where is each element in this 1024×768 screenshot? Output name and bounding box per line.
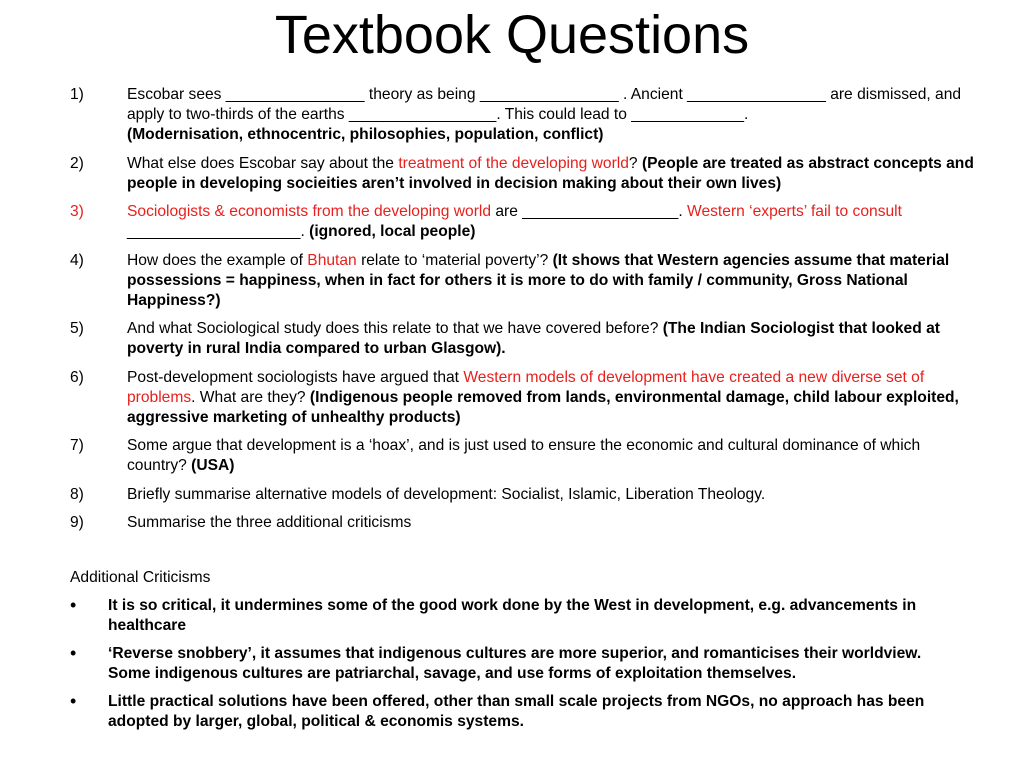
question-prompt: Summarise the three additional criticisms [127,514,412,531]
question-item [70,436,975,476]
question-number: 8) [70,485,84,503]
question-number: 4) [70,251,84,269]
question-list [70,85,975,542]
answer-text: (Indigenous people removed from lands, environmental damage, child labour exploited, aggressive marketing of unhealthy products) [127,388,959,426]
question-prompt: ____________________. [127,223,310,240]
question-item [70,368,975,428]
question-item [70,319,975,359]
criticism-item [70,644,960,684]
question-text [127,154,975,194]
question-item [70,85,975,145]
question-prompt: Escobar sees ________________ theory as being ________________ . Ancient ________________ are dismissed, and apply to two-thirds of the earths _________________. This could lead to _____________. [127,86,962,123]
answer-text: (ignored, local people) [309,223,476,240]
question-item [70,251,975,311]
question-prompt: Some argue that development is a ‘hoax’, and is just used to ensure the economic and cultural dominance of which country? [127,437,921,474]
answer-text: (USA) [191,457,235,474]
question-number: 5) [70,320,84,337]
question-prompt: . What are they? [191,388,310,406]
highlighted-phrase: Bhutan [307,251,357,269]
highlighted-phrase: Sociologists & economists from the developing world [127,203,492,220]
additional-criticisms-heading: Additional Criticisms [70,569,211,586]
question-prompt: are __________________. [491,203,688,220]
criticism-text: ‘Reverse snobbery’, it assumes that indigenous cultures are more superior, and romanticises their worldview. Some indigenous cultures are patriarchal, savage, and use forms of exploitation themselves. [108,645,922,682]
answer-text: (People are treated as abstract concepts and people in developing socieities aren’t involved in decision making about their own lives) [127,154,974,192]
page-title: Textbook Questions [274,5,750,65]
question-prompt: ? [628,154,642,172]
highlighted-phrase: Western ‘experts’ fail to consult [687,203,902,220]
answer-text: (Modernisation, ethnocentric, philosophies, population, conflict) [127,126,604,143]
criticism-item [70,596,960,636]
question-text [127,436,975,476]
question-item [70,485,975,505]
bullet-icon: • [70,643,77,663]
question-prompt: relate to ‘material poverty’? [356,251,553,269]
question-prompt: What else does Escobar say about the [127,154,399,172]
highlighted-phrase: Western models of development have created a new diverse set of problems [127,368,925,406]
question-number: 6) [70,368,84,386]
criticisms-list [70,596,960,740]
question-text [127,513,975,533]
question-prompt: Briefly summarise alternative models of development: Socialist, Islamic, Liberation Theology. [127,485,766,503]
question-item [70,513,975,533]
question-text [127,368,975,428]
answer-text: (It shows that Western agencies assume that material possessions = happiness, when in fact for others it is more to do with family / community, Gross National Happiness?) [127,251,950,309]
criticism-text: It is so critical, it undermines some of the good work done by the West in development, e.g. advancements in healthcare [108,597,917,634]
question-item [70,154,975,194]
question-text [127,485,975,505]
question-number: 2) [70,154,84,172]
question-text [127,251,975,311]
highlighted-phrase: treatment of the developing world [398,154,629,172]
question-text [127,85,975,145]
question-number: 7) [70,437,84,454]
question-prompt: And what Sociological study does this relate to that we have covered before? [127,320,663,337]
question-prompt: Post-development sociologists have argued that [127,368,464,386]
question-text [127,319,975,359]
criticism-item [70,692,960,732]
question-prompt: How does the example of [127,251,308,269]
bullet-icon: • [70,691,77,711]
answer-text: (The Indian Sociologist that looked at poverty in rural India compared to urban Glasgow). [127,320,940,357]
question-number: 9) [70,514,84,531]
question-number: 1) [70,86,84,103]
question-item [70,202,975,242]
question-number: 3) [70,203,84,220]
bullet-icon: • [70,595,77,615]
question-text [127,202,975,242]
criticism-text: Little practical solutions have been offered, other than small scale projects from NGOs, no approach has been adopted by larger, global, political & economis systems. [108,693,925,730]
